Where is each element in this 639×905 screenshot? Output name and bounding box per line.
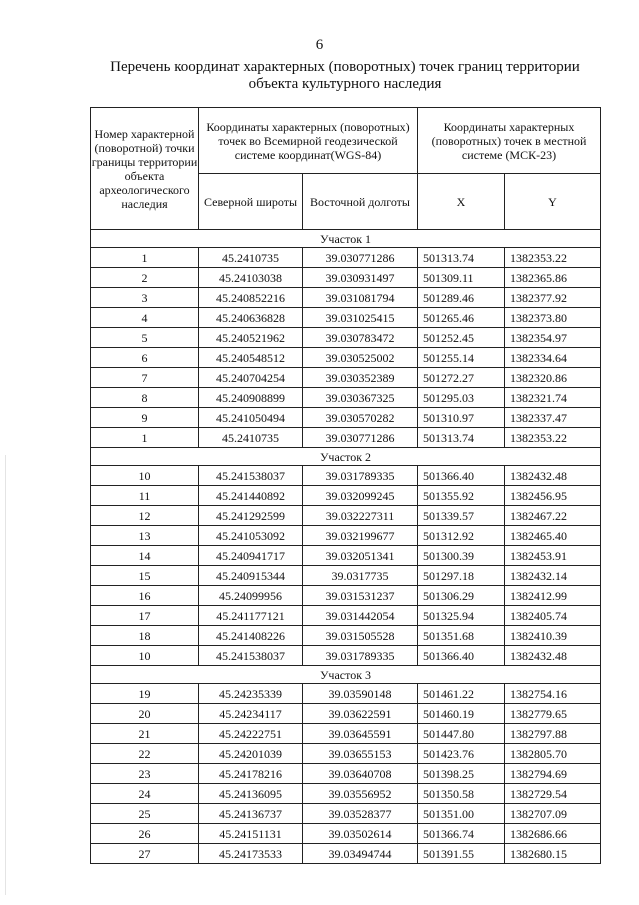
- east-longitude-cell: 39.03655153: [303, 744, 418, 764]
- north-latitude-cell: 45.241408226: [199, 626, 303, 646]
- y-cell: 1382467.22: [505, 506, 601, 526]
- north-latitude-cell: 45.241292599: [199, 506, 303, 526]
- east-longitude-cell: 39.03590148: [303, 684, 418, 704]
- x-cell: 501272.27: [418, 368, 505, 388]
- east-longitude-cell: 39.031789335: [303, 466, 418, 486]
- x-cell: 501350.58: [418, 784, 505, 804]
- section-title: Участок 1: [91, 230, 601, 248]
- point-number-cell: 17: [91, 606, 199, 626]
- document-title: [95, 59, 595, 93]
- point-number-cell: 10: [91, 646, 199, 666]
- table-row: [91, 486, 601, 506]
- east-longitude-cell: 39.03528377: [303, 804, 418, 824]
- header-y: Y: [505, 174, 601, 230]
- table-row: [91, 466, 601, 486]
- y-cell: 1382794.69: [505, 764, 601, 784]
- east-longitude-cell: 39.032099245: [303, 486, 418, 506]
- table-row: [91, 248, 601, 268]
- table-row: [91, 566, 601, 586]
- point-number-cell: 4: [91, 308, 199, 328]
- east-longitude-cell: 39.03640708: [303, 764, 418, 784]
- point-number-cell: 27: [91, 844, 199, 864]
- y-cell: 1382686.66: [505, 824, 601, 844]
- section-title: Участок 3: [91, 666, 601, 684]
- point-number-cell: 1: [91, 248, 199, 268]
- east-longitude-cell: 39.030352389: [303, 368, 418, 388]
- point-number-cell: 14: [91, 546, 199, 566]
- north-latitude-cell: 45.240908899: [199, 388, 303, 408]
- east-longitude-cell: 39.03645591: [303, 724, 418, 744]
- north-latitude-cell: 45.240704254: [199, 368, 303, 388]
- y-cell: 1382337.47: [505, 408, 601, 428]
- point-number-cell: 12: [91, 506, 199, 526]
- east-longitude-cell: 39.030525002: [303, 348, 418, 368]
- x-cell: 501391.55: [418, 844, 505, 864]
- east-longitude-cell: 39.030367325: [303, 388, 418, 408]
- point-number-cell: 22: [91, 744, 199, 764]
- north-latitude-cell: 45.240915344: [199, 566, 303, 586]
- y-cell: 1382334.64: [505, 348, 601, 368]
- point-number-cell: 23: [91, 764, 199, 784]
- east-longitude-cell: 39.030783472: [303, 328, 418, 348]
- x-cell: 501312.92: [418, 526, 505, 546]
- y-cell: 1382432.48: [505, 646, 601, 666]
- east-longitude-cell: 39.031505528: [303, 626, 418, 646]
- y-cell: 1382353.22: [505, 428, 601, 448]
- north-latitude-cell: 45.24201039: [199, 744, 303, 764]
- north-latitude-cell: 45.2410735: [199, 428, 303, 448]
- y-cell: 1382353.22: [505, 248, 601, 268]
- y-cell: 1382320.86: [505, 368, 601, 388]
- north-latitude-cell: 45.241538037: [199, 646, 303, 666]
- table-row: [91, 704, 601, 724]
- header-msk23: Координаты характерных (поворотных) точек в местной системе (МСК-23): [418, 108, 601, 174]
- y-cell: 1382373.80: [505, 308, 601, 328]
- north-latitude-cell: 45.240636828: [199, 308, 303, 328]
- north-latitude-cell: 45.24151131: [199, 824, 303, 844]
- table-row: [91, 764, 601, 784]
- point-number-cell: 20: [91, 704, 199, 724]
- y-cell: 1382412.99: [505, 586, 601, 606]
- table-row: [91, 546, 601, 566]
- x-cell: 501366.74: [418, 824, 505, 844]
- table-row: [91, 684, 601, 704]
- east-longitude-cell: 39.031442054: [303, 606, 418, 626]
- table-row: [91, 844, 601, 864]
- x-cell: 501313.74: [418, 248, 505, 268]
- table-row: [91, 526, 601, 546]
- y-cell: 1382410.39: [505, 626, 601, 646]
- x-cell: 501265.46: [418, 308, 505, 328]
- table-row: [91, 268, 601, 288]
- point-number-cell: 16: [91, 586, 199, 606]
- header-east-longitude: Восточной долготы: [303, 174, 418, 230]
- header-north-latitude: Северной широты: [199, 174, 303, 230]
- y-cell: 1382354.97: [505, 328, 601, 348]
- table-body: [91, 230, 601, 864]
- y-cell: 1382754.16: [505, 684, 601, 704]
- section-title: Участок 2: [91, 448, 601, 466]
- point-number-cell: 21: [91, 724, 199, 744]
- point-number-cell: 26: [91, 824, 199, 844]
- north-latitude-cell: 45.240548512: [199, 348, 303, 368]
- point-number-cell: 24: [91, 784, 199, 804]
- section-row: [91, 230, 601, 248]
- north-latitude-cell: 45.24136095: [199, 784, 303, 804]
- north-latitude-cell: 45.24234117: [199, 704, 303, 724]
- north-latitude-cell: 45.241440892: [199, 486, 303, 506]
- north-latitude-cell: 45.24173533: [199, 844, 303, 864]
- y-cell: 1382456.95: [505, 486, 601, 506]
- section-row: [91, 448, 601, 466]
- point-number-cell: 11: [91, 486, 199, 506]
- north-latitude-cell: 45.24103038: [199, 268, 303, 288]
- point-number-cell: 6: [91, 348, 199, 368]
- north-latitude-cell: 45.241538037: [199, 466, 303, 486]
- x-cell: 501339.57: [418, 506, 505, 526]
- table-row: [91, 626, 601, 646]
- point-number-cell: 19: [91, 684, 199, 704]
- x-cell: 501366.40: [418, 646, 505, 666]
- point-number-cell: 18: [91, 626, 199, 646]
- north-latitude-cell: 45.240852216: [199, 288, 303, 308]
- x-cell: 501447.80: [418, 724, 505, 744]
- header-point-number: Номер характерной (поворотной) точки границы территории объекта археологического наследия: [91, 108, 199, 230]
- north-latitude-cell: 45.240941717: [199, 546, 303, 566]
- east-longitude-cell: 39.030771286: [303, 428, 418, 448]
- east-longitude-cell: 39.030931497: [303, 268, 418, 288]
- north-latitude-cell: 45.241050494: [199, 408, 303, 428]
- table-row: [91, 428, 601, 448]
- point-number-cell: 8: [91, 388, 199, 408]
- y-cell: 1382321.74: [505, 388, 601, 408]
- x-cell: 501306.29: [418, 586, 505, 606]
- east-longitude-cell: 39.03502614: [303, 824, 418, 844]
- y-cell: 1382405.74: [505, 606, 601, 626]
- header-x: X: [418, 174, 505, 230]
- table-row: [91, 646, 601, 666]
- point-number-cell: 5: [91, 328, 199, 348]
- x-cell: 501351.68: [418, 626, 505, 646]
- x-cell: 501398.25: [418, 764, 505, 784]
- east-longitude-cell: 39.03494744: [303, 844, 418, 864]
- y-cell: 1382453.91: [505, 546, 601, 566]
- point-number-cell: 10: [91, 466, 199, 486]
- x-cell: 501366.40: [418, 466, 505, 486]
- north-latitude-cell: 45.241177121: [199, 606, 303, 626]
- east-longitude-cell: 39.031531237: [303, 586, 418, 606]
- table-row: [91, 308, 601, 328]
- coordinates-table: [90, 107, 601, 864]
- x-cell: 501310.97: [418, 408, 505, 428]
- table-row: [91, 506, 601, 526]
- point-number-cell: 25: [91, 804, 199, 824]
- x-cell: 501295.03: [418, 388, 505, 408]
- north-latitude-cell: 45.24099956: [199, 586, 303, 606]
- north-latitude-cell: 45.2410735: [199, 248, 303, 268]
- y-cell: 1382432.14: [505, 566, 601, 586]
- east-longitude-cell: 39.032199677: [303, 526, 418, 546]
- x-cell: 501460.19: [418, 704, 505, 724]
- x-cell: 501355.92: [418, 486, 505, 506]
- y-cell: 1382365.86: [505, 268, 601, 288]
- east-longitude-cell: 39.032051341: [303, 546, 418, 566]
- east-longitude-cell: 39.031789335: [303, 646, 418, 666]
- x-cell: 501461.22: [418, 684, 505, 704]
- title-line-1: Перечень координат характерных (поворотных) точек границ территории: [110, 59, 580, 75]
- table-header: [91, 108, 601, 230]
- north-latitude-cell: 45.24178216: [199, 764, 303, 784]
- x-cell: 501325.94: [418, 606, 505, 626]
- y-cell: 1382729.54: [505, 784, 601, 804]
- table-row: [91, 724, 601, 744]
- north-latitude-cell: 45.241053092: [199, 526, 303, 546]
- point-number-cell: 2: [91, 268, 199, 288]
- scan-margin-line: [5, 455, 6, 895]
- y-cell: 1382779.65: [505, 704, 601, 724]
- x-cell: 501255.14: [418, 348, 505, 368]
- table-row: [91, 804, 601, 824]
- header-wgs84: Координаты характерных (поворотных) точек во Всемирной геодезической системе координат(WGS-84): [199, 108, 418, 174]
- y-cell: 1382707.09: [505, 804, 601, 824]
- point-number-cell: 9: [91, 408, 199, 428]
- x-cell: 501351.00: [418, 804, 505, 824]
- table-row: [91, 586, 601, 606]
- east-longitude-cell: 39.031025415: [303, 308, 418, 328]
- point-number-cell: 3: [91, 288, 199, 308]
- y-cell: 1382465.40: [505, 526, 601, 546]
- north-latitude-cell: 45.24235339: [199, 684, 303, 704]
- y-cell: 1382432.48: [505, 466, 601, 486]
- table-row: [91, 784, 601, 804]
- point-number-cell: 7: [91, 368, 199, 388]
- east-longitude-cell: 39.032227311: [303, 506, 418, 526]
- x-cell: 501309.11: [418, 268, 505, 288]
- table-row: [91, 368, 601, 388]
- x-cell: 501300.39: [418, 546, 505, 566]
- section-row: [91, 666, 601, 684]
- table-row: [91, 606, 601, 626]
- table-row: [91, 388, 601, 408]
- page-number: 6: [315, 37, 324, 53]
- table-row: [91, 288, 601, 308]
- east-longitude-cell: 39.030771286: [303, 248, 418, 268]
- point-number-cell: 13: [91, 526, 199, 546]
- x-cell: 501423.76: [418, 744, 505, 764]
- table-row: [91, 408, 601, 428]
- y-cell: 1382680.15: [505, 844, 601, 864]
- north-latitude-cell: 45.24222751: [199, 724, 303, 744]
- point-number-cell: 15: [91, 566, 199, 586]
- east-longitude-cell: 39.03622591: [303, 704, 418, 724]
- table-row: [91, 328, 601, 348]
- point-number-cell: 1: [91, 428, 199, 448]
- title-line-2: объекта культурного наследия: [248, 76, 442, 92]
- x-cell: 501313.74: [418, 428, 505, 448]
- east-longitude-cell: 39.0317735: [303, 566, 418, 586]
- east-longitude-cell: 39.03556952: [303, 784, 418, 804]
- table-row: [91, 744, 601, 764]
- y-cell: 1382797.88: [505, 724, 601, 744]
- y-cell: 1382377.92: [505, 288, 601, 308]
- east-longitude-cell: 39.030570282: [303, 408, 418, 428]
- table-row: [91, 824, 601, 844]
- x-cell: 501297.18: [418, 566, 505, 586]
- x-cell: 501289.46: [418, 288, 505, 308]
- table-row: [91, 348, 601, 368]
- y-cell: 1382805.70: [505, 744, 601, 764]
- north-latitude-cell: 45.240521962: [199, 328, 303, 348]
- north-latitude-cell: 45.24136737: [199, 804, 303, 824]
- east-longitude-cell: 39.031081794: [303, 288, 418, 308]
- x-cell: 501252.45: [418, 328, 505, 348]
